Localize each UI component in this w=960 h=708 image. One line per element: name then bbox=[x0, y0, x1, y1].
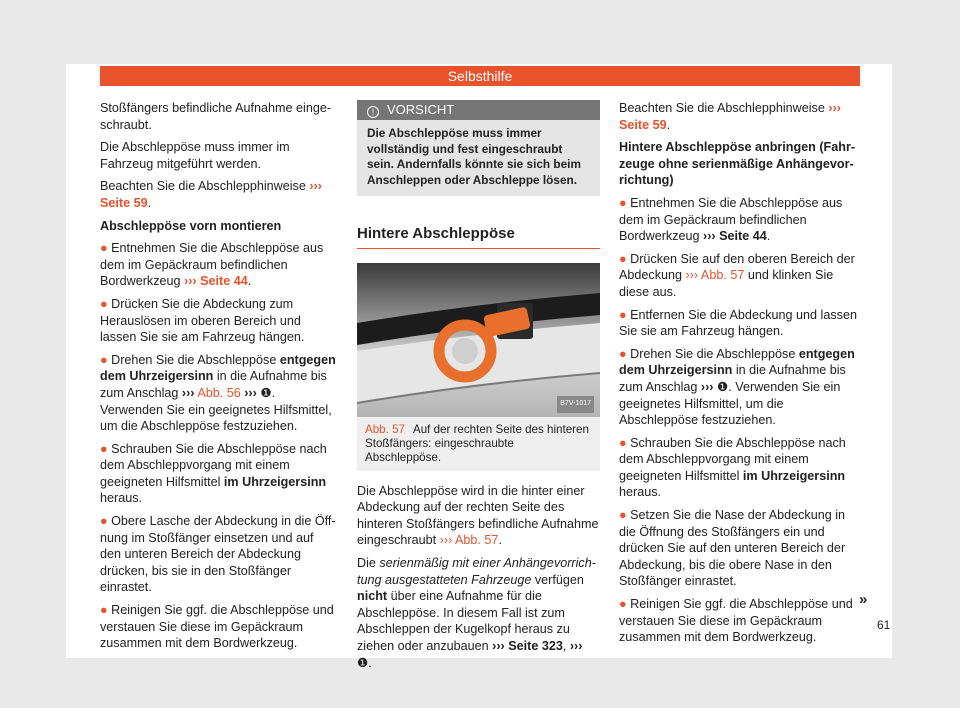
page-link[interactable]: ››› Seite 59 bbox=[619, 101, 841, 132]
list-item: ● Schrauben Sie die Abschleppöse nach dem Abschleppvorgang mit einem geeigneten Hilfsmittel im Uhrzeigersinn heraus. bbox=[619, 435, 846, 500]
list-item: ● Entfernen Sie die Abdeckung und lassen Sie sie am Fahrzeug hängen. bbox=[619, 307, 857, 339]
list-item: ● Entnehmen Sie die Abschleppöse aus dem im Gepäckraum befindlichen Bordwerkzeug ››› Seite 44. bbox=[619, 195, 843, 244]
list-item: ● Setzen Sie die Nase der Abdeckung in die Öffnung des Stoßfängers ein und drücken Sie auf den unteren Bereich der Abdeckung, bis die obere Nase in den Stoßfänger einrastet. bbox=[619, 508, 846, 589]
page-link[interactable]: ››› Seite 59 bbox=[100, 179, 322, 210]
warning-icon: ❶ bbox=[260, 385, 272, 400]
list-item: ● Drehen Sie die Abschleppöse entgegen dem Uhrzeigersinn in die Aufnahme bis zum Anschlag ››› Abb. 56 ››› ❶. Verwenden Sie ein geeignetes Hilfsmittel, um die Abschleppöse festzuziehen. bbox=[100, 352, 336, 434]
info-icon: ! bbox=[367, 106, 379, 118]
section-header: Selbsthilfe bbox=[100, 66, 860, 86]
list-item: ● Reinigen Sie ggf. die Abschleppöse und verstauen Sie diese im Gepäckraum zusammen mit dem Bordwerkzeug. bbox=[100, 603, 334, 651]
warning-icon: ❶ bbox=[717, 379, 729, 394]
paragraph: Die Abschleppöse wird in die hinter einer Abdeckung auf der rechten Seite des hinteren Stoßfängers befindliche Aufnahme eingeschraubt ››› Abb. 57. bbox=[357, 483, 599, 548]
caution-text: Die Abschleppöse muss immer vollständig und fest eingeschraubt sein. Andernfalls könnte sie sich beim Anschleppen oder Abschleppe lösen. bbox=[367, 126, 581, 187]
paragraph: Beachten Sie die Abschlepphinweise ››› Seite 59. bbox=[100, 179, 322, 210]
page-number: 61 bbox=[877, 618, 891, 632]
page-link[interactable]: ››› Seite 323 bbox=[492, 638, 563, 653]
list-item: ● Drücken Sie die Abdeckung zum Herauslösen im oberen Bereich und lassen Sie sie am Fahrzeug hängen. bbox=[100, 296, 305, 345]
figure-link[interactable]: Abb. 56 bbox=[197, 385, 241, 400]
paragraph: Beachten Sie die Abschlepphinweise ››› Seite 59. bbox=[619, 101, 841, 132]
column-1 bbox=[100, 100, 338, 658]
figure-tow-eye bbox=[357, 263, 600, 417]
warning-icon: ❶ bbox=[357, 655, 369, 670]
figure-code: B7V-1017 bbox=[557, 396, 594, 413]
figure-caption: Abb. 57 Auf der rechten Seite des hinteren Stoßfängers: eingeschraubte Abschleppöse. bbox=[357, 417, 600, 471]
list-item: ● Reinigen Sie ggf. die Abschleppöse und verstauen Sie diese im Gepäckraum zusammen mit dem Bordwerkzeug. bbox=[619, 597, 853, 645]
list-item: ● Entnehmen Sie die Abschleppöse aus dem im Gepäckraum befindlichen Bordwerkzeug ››› Seite 44. bbox=[100, 241, 324, 289]
caution-box bbox=[357, 100, 600, 196]
figure-link[interactable]: ››› Abb. 57 bbox=[439, 533, 499, 548]
subheading: Abschleppöse vorn montieren bbox=[100, 218, 282, 233]
list-item: ● Schrauben Sie die Abschleppöse nach dem Abschleppvorgang mit einem geeigneten Hilfsmittel im Uhrzeigersinn heraus. bbox=[100, 441, 327, 506]
column-2 bbox=[357, 100, 600, 677]
section-title: Hintere Abschleppöse bbox=[357, 226, 600, 249]
caution-header: ! VORSICHT bbox=[357, 100, 600, 120]
paragraph: Stoßfängers befindliche Aufnahme eingeschraubt. bbox=[100, 101, 332, 132]
list-item: ● Drehen Sie die Abschleppöse entgegen dem Uhrzeigersinn in die Aufnahme bis zum Anschlag ››› ❶. Verwenden Sie ein geeignetes Hilfsmittel, um die Abschleppöse festzuziehen. bbox=[619, 346, 855, 428]
paragraph: Die Abschleppöse muss immer im Fahrzeug mitgeführt werden. bbox=[100, 140, 290, 171]
column-3 bbox=[619, 100, 861, 652]
subheading: Hintere Abschleppöse anbringen (Fahrzeuge ohne serienmäßige Anhängevorrichtung) bbox=[619, 140, 856, 188]
paragraph: Die serienmäßig mit einer Anhängevorrichtung ausgestatteten Fahrzeuge verfügen nicht über eine Aufnahme für die Abschleppöse. In diesem Fall ist zum Abschleppen der Kugelkopf heraus zu ziehen oder anzubauen ››› Seite 323, ››› ❶. bbox=[357, 555, 596, 670]
figure-link[interactable]: ››› Abb. 57 bbox=[685, 268, 745, 283]
list-item: ● Drücken Sie auf den oberen Bereich der Abdeckung ››› Abb. 57 und klinken Sie diese aus. bbox=[619, 251, 855, 299]
tow-eye-illustration bbox=[357, 263, 600, 417]
page-link[interactable]: ››› Seite 44 bbox=[184, 274, 248, 289]
continue-marker: » bbox=[859, 591, 868, 608]
page-link[interactable]: ››› Seite 44 bbox=[703, 229, 767, 244]
list-item: ● Obere Lasche der Abdeckung in die Öffnung im Stoßfänger einsetzen und auf den unteren Bereich der Abdeckung drücken, bis sie in den Stoßfänger einrastet. bbox=[100, 514, 336, 595]
